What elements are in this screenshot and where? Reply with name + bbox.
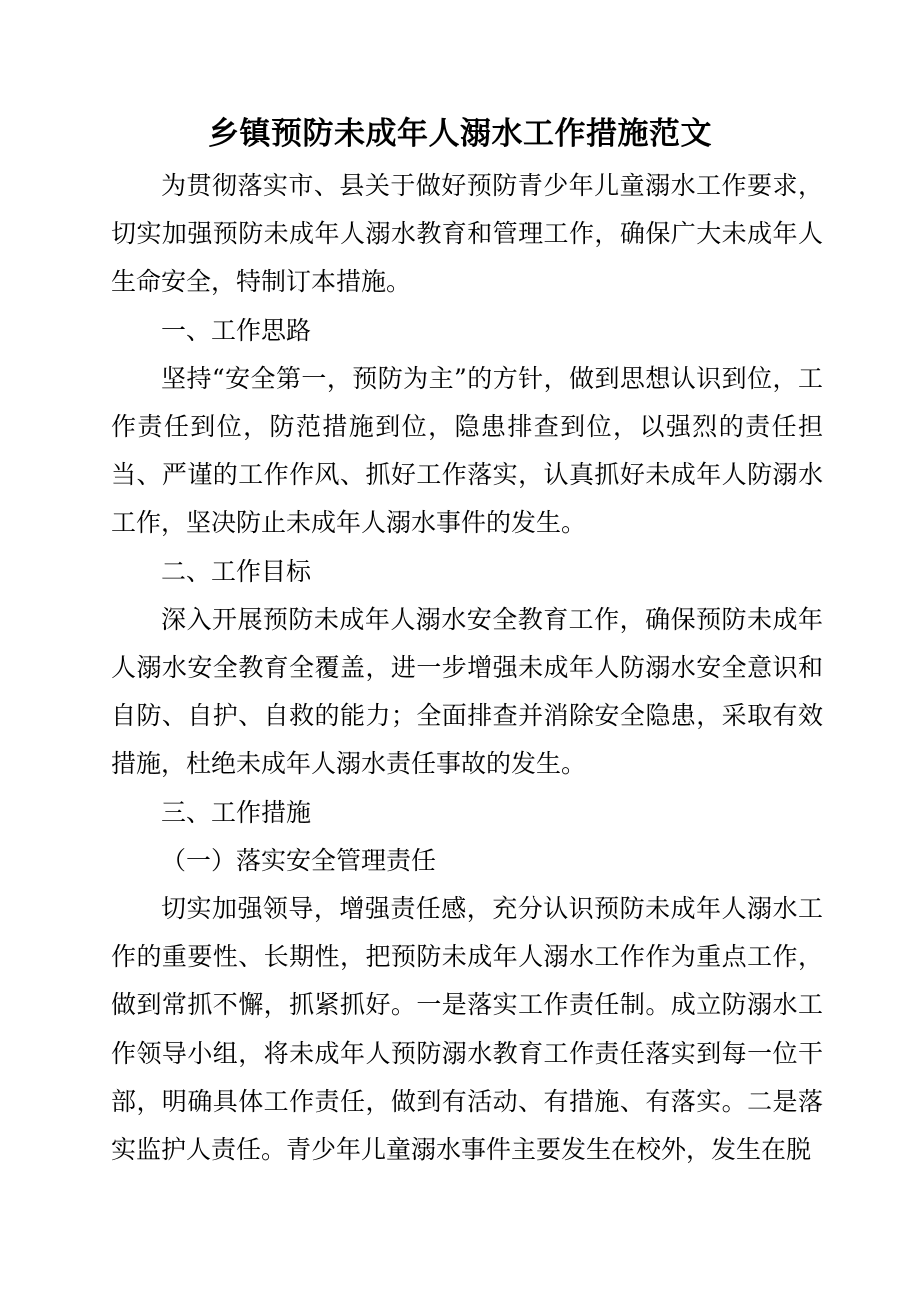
paragraph-work-goals: 深入开展预防未成年人溺水安全教育工作，确保预防未成年人溺水安全教育全覆盖，进一步增强未成年人防溺水安全意识和自防、自护、自救的能力；全面排查并消除安全隐患，采取有效措施，杜绝未成年人溺水责任事故的发生。 <box>111 604 823 779</box>
paragraph-intro: 为贯彻落实市、县关于做好预防青少年儿童溺水工作要求，切实加强预防未成年人溺水教育和管理工作，确保广大未成年人生命安全，特制订本措施。 <box>111 171 823 297</box>
section-heading-work-approach: 一、工作思路 <box>161 315 312 345</box>
section-heading-work-measures: 三、工作措施 <box>161 797 312 827</box>
document-title: 乡镇预防未成年人溺水工作措施范文 <box>208 116 712 152</box>
paragraph-safety-responsibility: 切实加强领导，增强责任感，充分认识预防未成年人溺水工作的重要性、长期性，把预防未成年人溺水工作作为重点工作，做到常抓不懈，抓紧抓好。一是落实工作责任制。成立防溺水工作领导小组，将未成年人预防溺水教育工作责任落实到每一位干部，明确具体工作责任，做到有活动、有措施、有落实。二是落实监护人责任。青少年儿童溺水事件主要发生在校外，发生在脱 <box>111 894 823 1165</box>
document-body <box>111 162 823 1174</box>
subsection-heading-safety-responsibility: （一）落实安全管理责任 <box>161 845 437 875</box>
paragraph-work-approach: 坚持“安全第一，预防为主”的方针，做到思想认识到位，工作责任到位，防范措施到位，隐患排查到位，以强烈的责任担当、严谨的工作作风、抓好工作落实，认真抓好未成年人防溺水工作，坚决防止未成年人溺水事件的发生。 <box>111 363 823 538</box>
section-heading-work-goals: 二、工作目标 <box>161 556 312 586</box>
